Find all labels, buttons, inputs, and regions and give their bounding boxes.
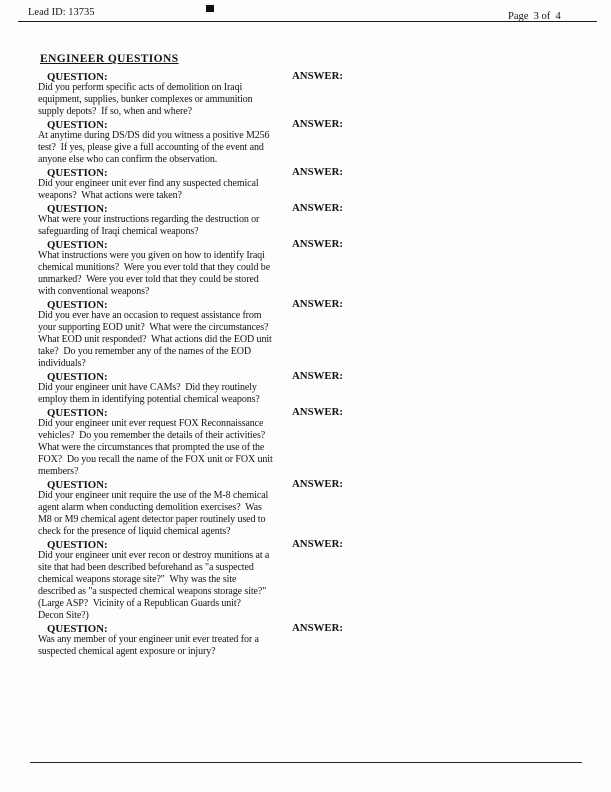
- answer-label: ANSWER:: [292, 202, 343, 214]
- question-text: [38, 634, 583, 658]
- question-line: (Large ASP? Vicinity of a Republican Guards unit?: [38, 598, 241, 609]
- qa-block: [38, 298, 583, 370]
- qa-head-row: [38, 370, 583, 382]
- qa-head-row: [38, 538, 583, 550]
- question-text: [38, 310, 583, 370]
- question-line: vehicles? Do you remember the details of their activities?: [38, 430, 266, 441]
- footer-rule: [30, 762, 582, 763]
- qa-block: [38, 118, 583, 166]
- header-rule: [18, 21, 597, 22]
- page-number-label: Page 3 of 4: [508, 11, 561, 22]
- question-text: [38, 550, 583, 622]
- question-line: equipment, supplies, bunker complexes or ammunition: [38, 94, 253, 105]
- question-label: QUESTION:: [47, 299, 108, 311]
- question-text: [38, 214, 583, 238]
- question-label: QUESTION:: [47, 203, 108, 215]
- question-line: employ them in identifying potential chemical weapons?: [38, 394, 260, 405]
- question-line: test? If yes, please give a full accounting of the event and: [38, 142, 264, 153]
- document-body: [38, 53, 583, 658]
- qa-block: [38, 622, 583, 658]
- answer-label: ANSWER:: [292, 70, 343, 82]
- question-line: unmarked? Were you ever told that they could be stored: [38, 274, 259, 285]
- qa-head-row: [38, 118, 583, 130]
- question-line: your supporting EOD unit? What were the circumstances?: [38, 322, 269, 333]
- question-text: [38, 418, 583, 478]
- qa-head-row: [38, 478, 583, 490]
- scan-artifact: [206, 5, 214, 12]
- section-title: ENGINEER QUESTIONS: [40, 53, 179, 65]
- question-line: M8 or M9 chemical agent detector paper routinely used to: [38, 514, 266, 525]
- answer-label: ANSWER:: [292, 478, 343, 490]
- question-line: members?: [38, 466, 79, 477]
- question-label: QUESTION:: [47, 479, 108, 491]
- question-line: Did you perform specific acts of demolition on Iraqi: [38, 82, 243, 93]
- answer-label: ANSWER:: [292, 622, 343, 634]
- question-line: Did your engineer unit have CAMs? Did they routinely: [38, 382, 257, 393]
- answer-label: ANSWER:: [292, 238, 343, 250]
- question-line: Did your engineer unit ever find any suspected chemical: [38, 178, 259, 189]
- question-line: At anytime during DS/DS did you witness a positive M256: [38, 130, 270, 141]
- question-line: Did your engineer unit ever request FOX Reconnaissance: [38, 418, 264, 429]
- question-text: [38, 490, 583, 538]
- qa-head-row: [38, 202, 583, 214]
- lead-id-label: Lead ID: 13735: [28, 7, 95, 18]
- question-text: [38, 178, 583, 202]
- question-label: QUESTION:: [47, 371, 108, 383]
- question-line: with conventional weapons?: [38, 286, 150, 297]
- question-line: described as "a suspected chemical weapons storage site?": [38, 586, 267, 597]
- qa-head-row: [38, 622, 583, 634]
- question-label: QUESTION:: [47, 167, 108, 179]
- answer-label: ANSWER:: [292, 298, 343, 310]
- question-line: individuals?: [38, 358, 86, 369]
- question-label: QUESTION:: [47, 119, 108, 131]
- question-label: QUESTION:: [47, 539, 108, 551]
- question-line: check for the presence of liquid chemical agents?: [38, 526, 231, 537]
- question-line: What instructions were you given on how to identify Iraqi: [38, 250, 265, 261]
- answer-label: ANSWER:: [292, 538, 343, 550]
- question-text: [38, 382, 583, 406]
- question-line: Did you ever have an occasion to request assistance from: [38, 310, 262, 321]
- question-text: [38, 82, 583, 118]
- qa-block: [38, 478, 583, 538]
- question-line: What were the circumstances that prompted the use of the: [38, 442, 265, 453]
- question-line: Decon Site?): [38, 610, 89, 621]
- qa-list: [38, 70, 583, 658]
- question-line: Did your engineer unit require the use of the M-8 chemical: [38, 490, 269, 501]
- question-line: chemical weapons storage site?" Why was the site: [38, 574, 237, 585]
- question-line: What were your instructions regarding the destruction or: [38, 214, 260, 225]
- answer-label: ANSWER:: [292, 370, 343, 382]
- question-line: Was any member of your engineer unit ever treated for a: [38, 634, 259, 645]
- question-line: weapons? What actions were taken?: [38, 190, 182, 201]
- qa-block: [38, 166, 583, 202]
- qa-block: [38, 370, 583, 406]
- question-line: chemical munitions? Were you ever told that they could be: [38, 262, 271, 273]
- question-line: anyone else who can confirm the observation.: [38, 154, 218, 165]
- answer-label: ANSWER:: [292, 406, 343, 418]
- question-label: QUESTION:: [47, 407, 108, 419]
- question-line: FOX? Do you recall the name of the FOX unit or FOX unit: [38, 454, 273, 465]
- question-line: safeguarding of Iraqi chemical weapons?: [38, 226, 199, 237]
- qa-block: [38, 538, 583, 622]
- question-line: suspected chemical agent exposure or injury?: [38, 646, 216, 657]
- qa-head-row: [38, 298, 583, 310]
- question-line: supply depots? If so, when and where?: [38, 106, 192, 117]
- answer-label: ANSWER:: [292, 118, 343, 130]
- question-text: [38, 250, 583, 298]
- question-label: QUESTION:: [47, 239, 108, 251]
- answer-label: ANSWER:: [292, 166, 343, 178]
- question-text: [38, 130, 583, 166]
- question-line: take? Do you remember any of the names of the EOD: [38, 346, 251, 357]
- qa-block: [38, 238, 583, 298]
- question-label: QUESTION:: [47, 71, 108, 83]
- question-line: What EOD unit responded? What actions did the EOD unit: [38, 334, 272, 345]
- qa-block: [38, 70, 583, 118]
- qa-head-row: [38, 166, 583, 178]
- qa-head-row: [38, 238, 583, 250]
- question-line: site that had been described beforehand as "a suspected: [38, 562, 254, 573]
- question-line: Did your engineer unit ever recon or destroy munitions at a: [38, 550, 270, 561]
- qa-head-row: [38, 70, 583, 82]
- question-line: agent alarm when conducting demolition exercises? Was: [38, 502, 262, 513]
- question-label: QUESTION:: [47, 623, 108, 635]
- qa-head-row: [38, 406, 583, 418]
- qa-block: [38, 202, 583, 238]
- qa-block: [38, 406, 583, 478]
